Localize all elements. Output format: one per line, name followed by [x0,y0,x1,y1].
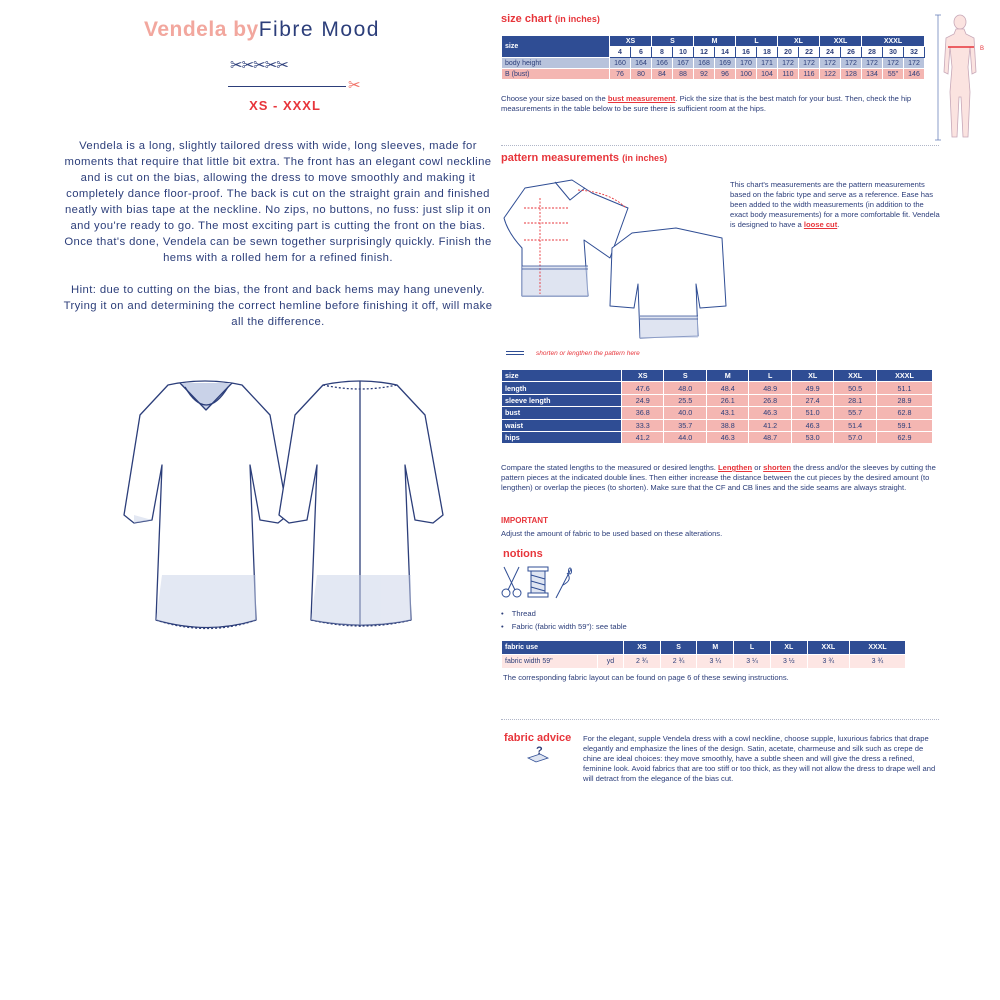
fabric-question-icon [526,742,550,764]
list-item: • Thread [501,607,627,620]
row-label: bust [502,407,622,419]
table-cell: 46.3 [706,431,748,443]
size-header: XS [622,370,664,382]
table-cell: 80 [631,69,652,80]
size-range: XS - XXXL [249,98,321,113]
table-cell: 88 [673,69,694,80]
body-figure-illustration [928,12,990,144]
table-row-body-height [502,58,925,69]
unit-label: yd [598,655,624,669]
table-corner: size [502,370,622,382]
table-cell: 170 [736,58,757,69]
size-number: 4 [610,47,631,58]
size-number: 30 [883,47,904,58]
size-group: XXXL [862,36,925,47]
table-cell: 26.8 [749,394,791,406]
size-chart-title-unit: (in inches) [554,14,600,24]
table-cell: 48.7 [749,431,791,443]
description-hint: Hint: due to cutting on the bias, the front and back hems may hang unevenly. Trying it on and determining the correct hemline before finishing it off, will make all the difference. [63,284,493,328]
size-number: 28 [862,47,883,58]
table-cell: 128 [841,69,862,80]
table-row-bust [502,69,925,80]
table-cell: 116 [799,69,820,80]
fabric-advice-text: For the elegant, supple Vendela dress with a cowl neckline, choose supple, luxurious fabrics that drape elegantly and emphasize the lines of the design. Satin, acetate, charmeuse and silk such as crepe de chine are ideal choices: they move smoothly, have a subtle sheen and will give the dress a refined, feminine look. Avoid fabrics that are too stiff or too thick, as they will not allow the dress to drape well and will detract from the elegance of the bias cut. [583,734,936,783]
size-number: 20 [778,47,799,58]
dress-technical-drawing [110,375,455,635]
size-header: S [660,641,697,655]
table-cell: 2 ¾ [660,655,697,669]
pattern-pieces-illustration [500,178,728,343]
table-cell: 3 ¼ [734,655,771,669]
brand-logo [144,18,434,46]
table-cell: 171 [757,58,778,69]
table-cell: 41.2 [749,419,791,431]
table-row [502,382,933,394]
size-number: 12 [694,47,715,58]
size-number: 26 [841,47,862,58]
table-cell: 172 [862,58,883,69]
table-cell: 48.9 [749,382,791,394]
scissors-icon: ✂ [348,77,361,94]
fabric-layout-note: The corresponding fabric layout can be found on page 6 of these sewing instructions. [503,673,789,682]
instruction-text: Compare the stated lengths to the measured or desired lengths. [501,463,718,472]
table-cell: 26.1 [706,394,748,406]
svg-text:?: ? [536,745,543,757]
description-paragraph: Vendela is a long, slightly tailored dress with wide, long sleeves, made for moments that require that little bit extra. The front has an elegant cowl neckline and is cut on the bias, allowing the dress to move smoothly and making it completely dance floor-proof. The back is cut on the straight grain and finished neatly with bias tape at the neckline. No zips, no buttons, no fuss: just slip it on and you're ready to go. The most exciting part is cutting the front on the bias. Once that's done, Vendela can be sewn together surprisingly quickly. Finish the hems with a rolled hem for a refined finish. [64,140,492,264]
table-cell: 49.9 [791,382,833,394]
pattern-table-header [502,370,933,382]
pattern-measurements-note [730,180,940,230]
table-cell: 35.7 [664,419,706,431]
table-cell: 33.3 [622,419,664,431]
table-cell: 160 [610,58,631,69]
table-cell: 2 ¾ [624,655,661,669]
scissors-icon-row: ✂✂✂✂✂ [230,57,288,74]
brand-name: Vendela by [144,18,259,41]
table-cell: 46.3 [749,407,791,419]
size-chart-title [501,13,600,25]
row-label: sleeve length [502,394,622,406]
size-group: XS [610,36,652,47]
row-label: B (bust) [502,69,610,80]
size-group: XXL [820,36,862,47]
size-number: 32 [904,47,925,58]
size-chart-note [501,94,931,114]
table-cell: 167 [673,58,694,69]
table-row [502,394,933,406]
divider-line [228,86,346,87]
table-cell: 146 [904,69,925,80]
table-row-fabric-width [502,655,906,669]
table-cell: 51.4 [834,419,876,431]
table-cell: 96 [715,69,736,80]
table-row [502,419,933,431]
table-cell: 53.0 [791,431,833,443]
size-number: 6 [631,47,652,58]
table-cell: 62.8 [876,407,932,419]
size-header: XXL [834,370,876,382]
table-cell: 3 ½ [770,655,807,669]
table-cell: 57.0 [834,431,876,443]
size-chart-title-text: size chart [501,13,552,25]
needle-icon [556,568,572,598]
shorten-lengthen-legend [506,350,640,357]
size-header: L [749,370,791,382]
table-cell: 122 [820,69,841,80]
table-cell: 172 [883,58,904,69]
table-cell: 55" [883,69,904,80]
table-cell: 168 [694,58,715,69]
table-corner: size [502,36,610,58]
table-cell: 25.5 [664,394,706,406]
bust-measurement-link[interactable]: bust measurement [607,94,676,103]
table-cell: 169 [715,58,736,69]
table-cell: 48.0 [664,382,706,394]
size-chart-table [501,35,925,80]
table-row [502,431,933,443]
size-header: M [706,370,748,382]
size-header: XXL [807,641,849,655]
pattern-measurements-title [501,152,667,164]
size-header: M [697,641,734,655]
table-cell: 59.1 [876,419,932,431]
size-number: 16 [736,47,757,58]
table-cell: 40.0 [664,407,706,419]
size-header: XL [770,641,807,655]
size-number: 22 [799,47,820,58]
size-number: 18 [757,47,778,58]
table-cell: 36.8 [622,407,664,419]
notions-title: notions [503,548,543,560]
table-cell: 172 [820,58,841,69]
instruction-text: or [752,463,764,472]
table-cell: 41.2 [622,431,664,443]
row-label: fabric width 59" [502,655,598,669]
table-cell: 84 [652,69,673,80]
row-label: waist [502,419,622,431]
size-group: XL [778,36,820,47]
table-cell: 27.4 [791,394,833,406]
note-text: Choose your size based on the [501,94,608,103]
size-header: L [734,641,771,655]
note-text: . [837,220,840,229]
double-line-marker [506,351,524,355]
table-cell: 76 [610,69,631,80]
note-text: . Pick the size that is the best match for your bust. Then, check the hip measurements in the table below to be sure there is sufficient room at the hips. [501,94,912,113]
size-group: M [694,36,736,47]
thread-spool-icon [528,567,548,597]
fabric-use-table [501,640,906,669]
size-number: 10 [673,47,694,58]
section-divider [501,719,939,720]
size-header: XXXL [850,641,906,655]
table-cell: 46.3 [791,419,833,431]
size-group: S [652,36,694,47]
loose-cut-link[interactable]: loose cut [803,220,838,229]
table-cell: 48.4 [706,382,748,394]
table-cell: 3 ¼ [697,655,734,669]
table-cell: 28.1 [834,394,876,406]
fabric-table-header [502,641,906,655]
table-cell: 51.0 [791,407,833,419]
table-cell: 28.9 [876,394,932,406]
table-cell: 172 [841,58,862,69]
row-label: length [502,382,622,394]
pattern-measurements-title-text: pattern measurements [501,152,619,164]
table-cell: 110 [778,69,799,80]
size-header: XXXL [876,370,932,382]
shorten-link[interactable]: shorten [763,463,791,472]
size-header: XL [791,370,833,382]
table-cell: 44.0 [664,431,706,443]
table-corner: fabric use [502,641,624,655]
table-cell: 62.9 [876,431,932,443]
table-cell: 100 [736,69,757,80]
table-cell: 3 ¾ [807,655,849,669]
size-number: 24 [820,47,841,58]
lengthen-link[interactable]: Lengthen [717,463,753,472]
table-cell: 47.6 [622,382,664,394]
table-cell: 134 [862,69,883,80]
note-text: This chart's measurements are the pattern measurements based on the fabric type and serve as a reference. Ease has been added to the width measurements (in addition to the exact body measurements) for a more comfortable fit. Vendela is designed to have a [730,180,940,229]
compare-instructions [501,463,939,493]
bust-label: B [980,46,985,52]
size-number: 8 [652,47,673,58]
table-cell: 172 [799,58,820,69]
table-cell: 43.1 [706,407,748,419]
shorten-lengthen-label: shorten or lengthen the pattern here [536,350,640,357]
list-item: • Fabric (fabric width 59"): see table [501,620,627,633]
pattern-measurements-table [501,369,933,444]
size-header: XS [624,641,661,655]
fabric-advice-title: fabric advice [504,732,572,744]
size-chart-group-row [502,36,925,47]
brand-maker: Fibre Mood [258,18,380,41]
table-cell: 38.8 [706,419,748,431]
scissors-icon [502,567,521,597]
table-cell: 24.9 [622,394,664,406]
table-cell: 3 ¾ [850,655,906,669]
notions-list [501,607,627,633]
table-cell: 104 [757,69,778,80]
pattern-measurements-title-unit: (in inches) [622,153,668,163]
pattern-description [62,138,494,346]
table-cell: 50.5 [834,382,876,394]
row-label: hips [502,431,622,443]
notions-icons [501,565,576,600]
table-cell: 92 [694,69,715,80]
row-label: body height [502,58,610,69]
table-cell: 172 [904,58,925,69]
size-group: L [736,36,778,47]
table-cell: 51.1 [876,382,932,394]
size-header: S [664,370,706,382]
important-heading: IMPORTANT [501,516,548,525]
table-cell: 164 [631,58,652,69]
size-number: 14 [715,47,736,58]
table-cell: 166 [652,58,673,69]
table-row [502,407,933,419]
section-divider [501,145,939,146]
instruction-text: the dress and/or the sleeves by cutting the pattern pieces at the indicated double lines. Then either increase the distance between the cut pieces by the desired amount (to lengthen) or overlap the pieces (to shorten). Make sure that the CF and CB lines and the side seams are always straight. [501,463,936,492]
table-cell: 55.7 [834,407,876,419]
important-text: Adjust the amount of fabric to be used based on these alterations. [501,529,723,538]
table-cell: 172 [778,58,799,69]
